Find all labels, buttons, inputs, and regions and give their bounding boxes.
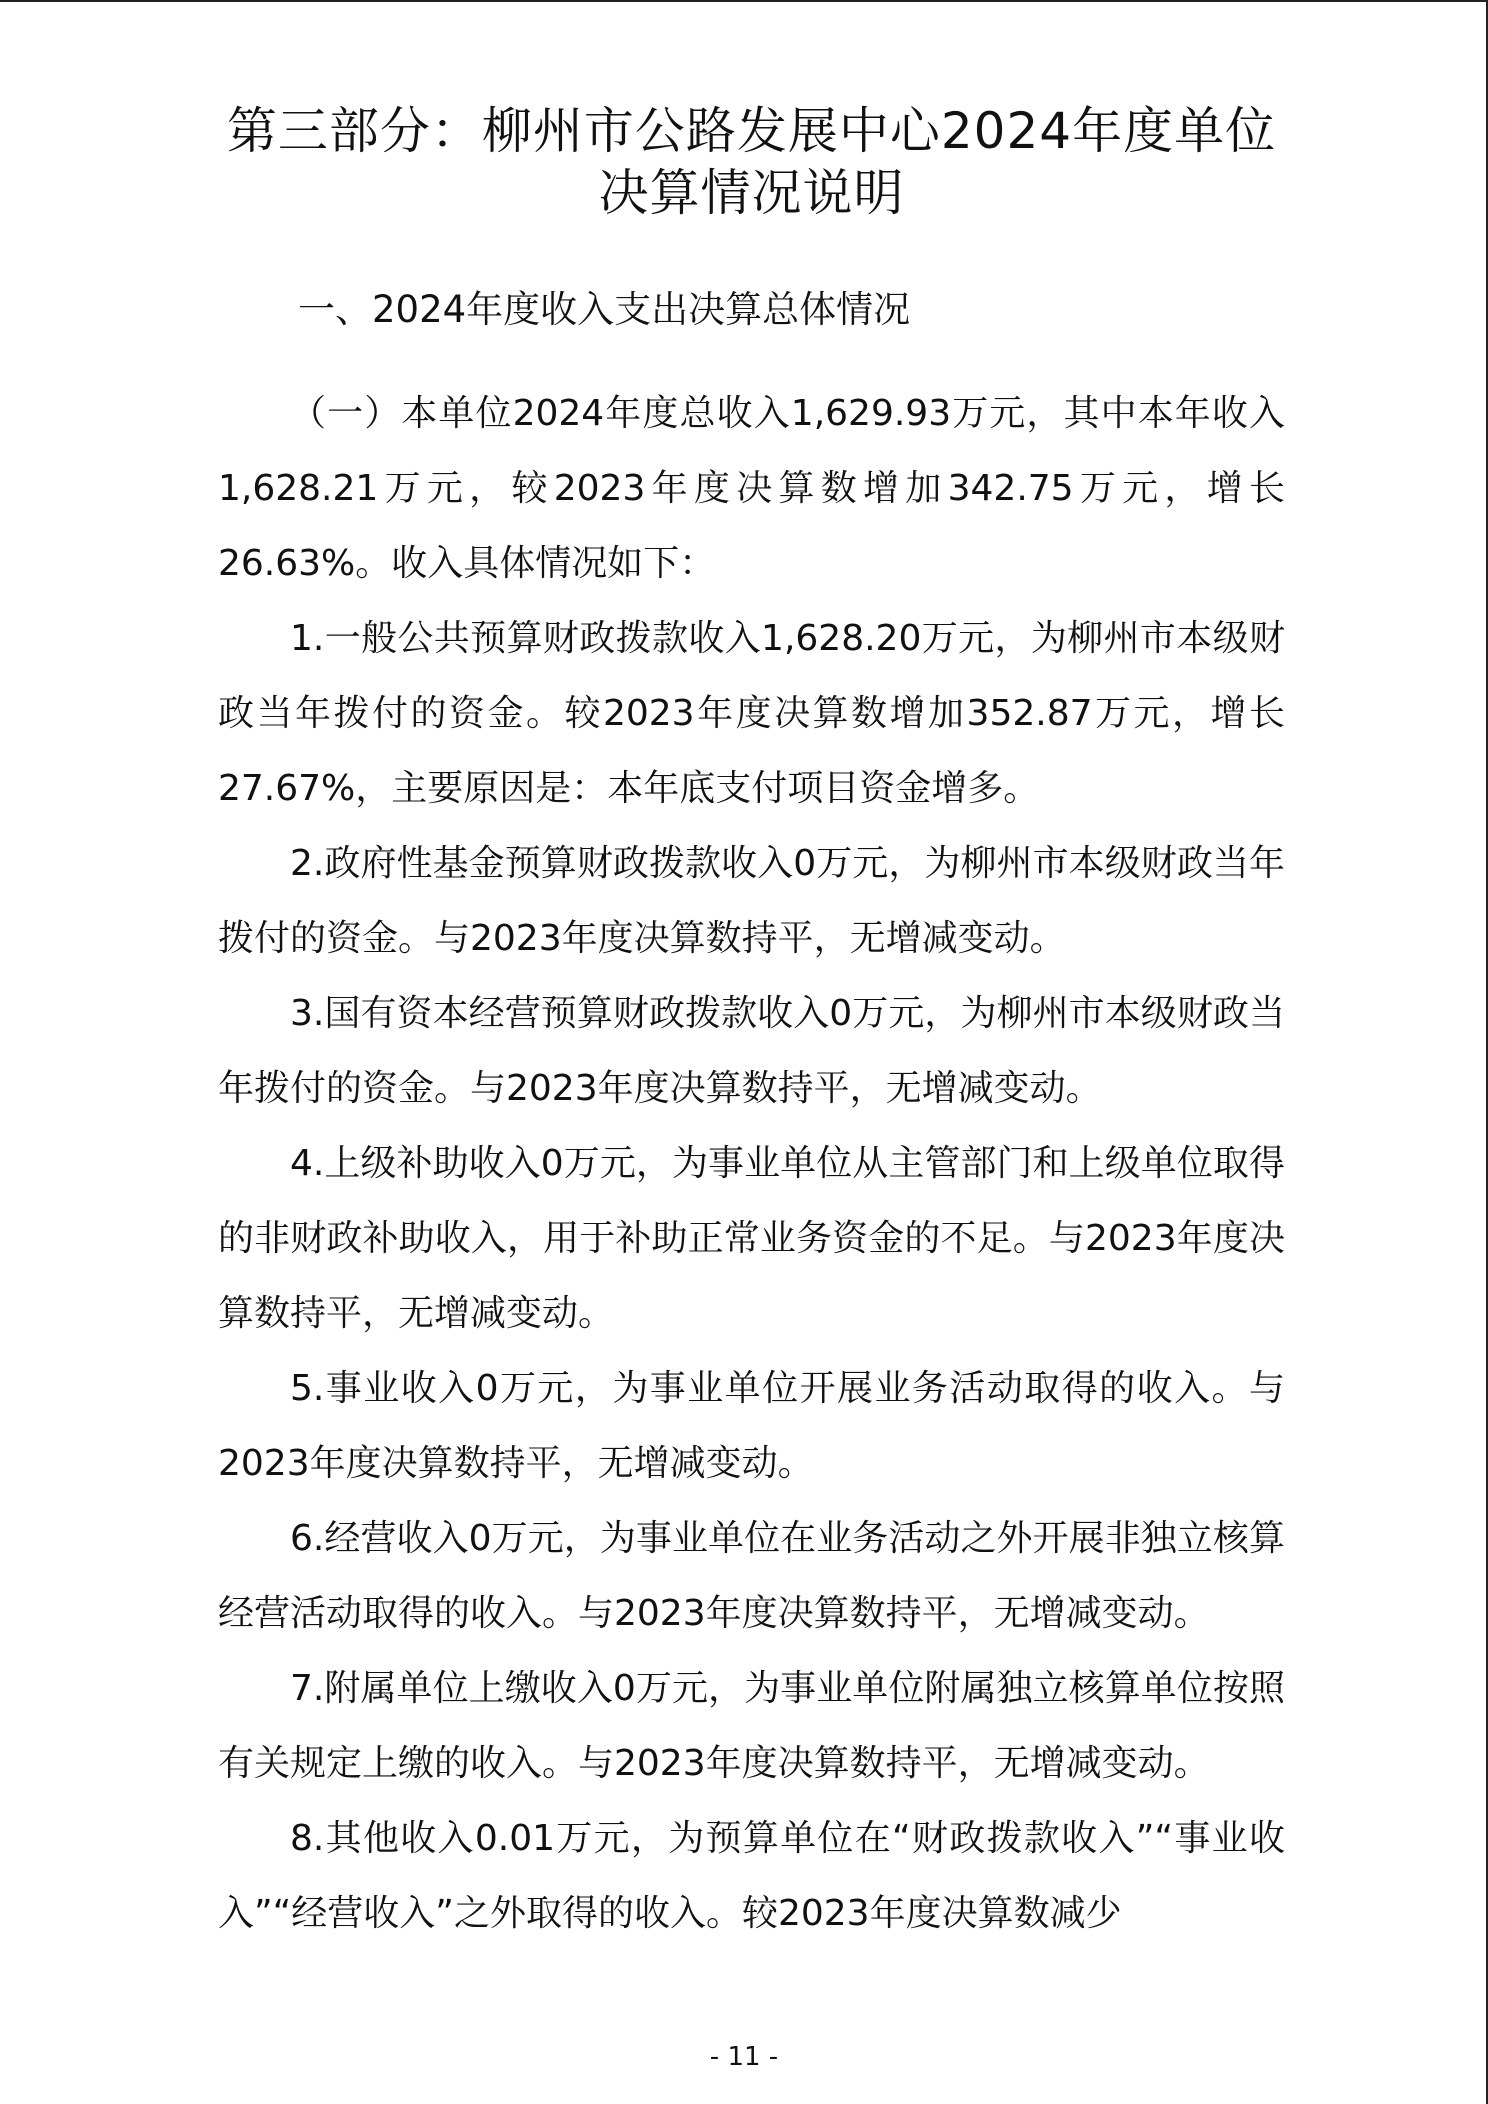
paragraph-general-budget: 1.一般公共预算财政拨款收入1,628.20万元，为柳州市本级财政当年拨付的资金。较2023年度决算数增加352.87万元，增长27.67%，主要原因是：本年底支付项目资金增多。	[218, 618, 1285, 809]
paragraph-superior-subsidy: 4.上级补助收入0万元，为事业单位从主管部门和上级单位取得的非财政补助收入，用于补助正常业务资金的不足。与2023年度决算数持平，无增减变动。	[218, 1143, 1285, 1334]
paragraph-state-capital: 3.国有资本经营预算财政拨款收入0万元，为柳州市本级财政当年拨付的资金。与2023年度决算数持平，无增减变动。	[218, 993, 1285, 1109]
paragraph-government-fund: 2.政府性基金预算财政拨款收入0万元，为柳州市本级财政当年拨付的资金。与2023年度决算数持平，无增减变动。	[218, 843, 1285, 959]
paragraph-other-income: 8.其他收入0.01万元，为预算单位在“财政拨款收入”“事业收入”“经营收入”之外取得的收入。较2023年度决算数减少	[218, 1818, 1285, 1934]
page-number: - 11 -	[709, 2042, 779, 2072]
section-heading: 一、2024年度收入支出决算总体情况	[298, 288, 911, 331]
document-body	[218, 100, 1285, 1951]
paragraph-total-income: （一）本单位2024年度总收入1,629.93万元，其中本年收入1,628.21万元，较2023年度决算数增加342.75万元，增长26.63%。收入具体情况如下：	[218, 393, 1285, 584]
paragraph-operating-income: 6.经营收入0万元，为事业单位在业务活动之外开展非独立核算经营活动取得的收入。与2023年度决算数持平，无增减变动。	[218, 1518, 1285, 1634]
paragraph-affiliated-income: 7.附属单位上缴收入0万元，为事业单位附属独立核算单位按照有关规定上缴的收入。与2023年度决算数持平，无增减变动。	[218, 1668, 1285, 1784]
document-title: 第三部分：柳州市公路发展中心2024年度单位决算情况说明	[226, 102, 1277, 222]
paragraph-business-income: 5.事业收入0万元，为事业单位开展业务活动取得的收入。与2023年度决算数持平，无增减变动。	[218, 1368, 1285, 1484]
body-text	[218, 376, 1285, 1951]
